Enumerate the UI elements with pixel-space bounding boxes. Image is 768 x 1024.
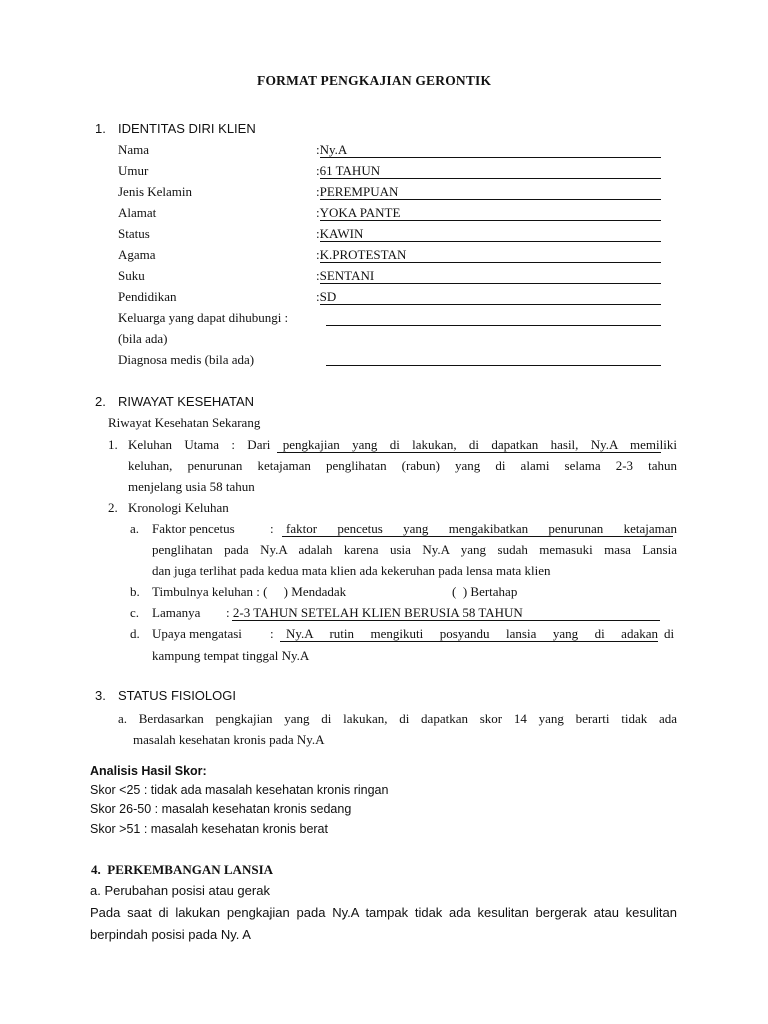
field-value-alamat: :YOKA PANTE (316, 205, 401, 220)
faktor-pencetus-colon: : (270, 521, 274, 536)
analisis-line: Skor >51 : masalah kesehatan kronis berat (90, 822, 328, 836)
field-label-suku: Suku (118, 268, 145, 283)
upaya-colon: : (270, 626, 274, 641)
field-value-agama: :K.PROTESTAN (316, 247, 407, 262)
status-fisiologi-line1: a. Berdasarkan pengkajian yang di lakukan, di dapatkan skor 14 yang berarti tidak ada (118, 711, 677, 726)
analisis-heading: Analisis Hasil Skor: (90, 764, 207, 778)
analisis-line: Skor 26-50 : masalah kesehatan kronis sedang (90, 802, 352, 816)
item1-number: 1. (108, 437, 118, 452)
section4-heading: 4. PERKEMBANGAN LANSIA (91, 862, 274, 877)
field-label-umur: Umur (118, 163, 149, 178)
field-value-jenis-kelamin: :PEREMPUAN (316, 184, 399, 199)
field-label-pendidikan: Pendidikan (118, 289, 177, 304)
field-label-agama: Agama (118, 247, 156, 262)
field-underline (320, 283, 661, 284)
field-underline (320, 199, 661, 200)
section4-line2: berpindah posisi pada Ny. A (90, 927, 251, 942)
section2-subheading: Riwayat Kesehatan Sekarang (108, 415, 261, 430)
item-b-letter: b. (130, 584, 140, 599)
item-a-letter: a. (130, 521, 140, 536)
section2-number: 2. (95, 394, 106, 409)
keluhan-utama-line2: keluhan, penurunan ketajaman penglihatan (rabun) yang di alami selama 2-3 tahun (128, 458, 677, 473)
status-fisiologi-line2: masalah kesehatan kronis pada Ny.A (133, 732, 325, 747)
field-value-umur: :61 TAHUN (316, 163, 381, 178)
section4-line1: Pada saat di lakukan pengkajian pada Ny.A tampak tidak ada kesulitan bergerak atau kesulitan (90, 905, 677, 920)
section1-number: 1. (95, 121, 106, 136)
upaya-label: Upaya mengatasi (152, 626, 242, 641)
faktor-pencetus-label: Faktor pencetus (152, 521, 235, 536)
field-value-suku: :SENTANI (316, 268, 375, 283)
section3-heading: STATUS FISIOLOGI (118, 688, 236, 703)
option-bertahap: ( ) Bertahap (452, 584, 518, 599)
analisis-line: Skor <25 : tidak ada masalah kesehatan kronis ringan (90, 783, 389, 797)
faktor-pencetus-line3: dan juga terlihat pada kedua mata klien ada kekeruhan pada lensa mata klien (152, 563, 551, 578)
field-value-pendidikan: :SD (316, 289, 337, 304)
lamanya-value: : 2-3 TAHUN SETELAH KLIEN BERUSIA 58 TAHUN (226, 605, 523, 620)
item-c-letter: c. (130, 605, 140, 620)
field-underline (320, 241, 661, 242)
item-d-letter: d. (130, 626, 140, 641)
field-underline (326, 365, 661, 366)
field-label-bila-ada: (bila ada) (118, 331, 168, 346)
field-label-jenis-kelamin: Jenis Kelamin (118, 184, 193, 199)
kronologi-heading: Kronologi Keluhan (128, 500, 229, 515)
field-value-status: :KAWIN (316, 226, 364, 241)
field-value-nama: :Ny.A (316, 142, 348, 157)
keluhan-utama-line3: menjelang usia 58 tahun (128, 479, 255, 494)
field-underline (320, 262, 661, 263)
section1-heading: IDENTITAS DIRI KLIEN (118, 121, 256, 136)
field-underline (320, 304, 661, 305)
timbulnya-keluhan: Timbulnya keluhan : ( ) Mendadak (152, 584, 347, 599)
faktor-pencetus-line2: penglihatan pada Ny.A adalah karena usia Ny.A yang sudah memasuki masa Lansia (152, 542, 677, 557)
section4-subheading: a. Perubahan posisi atau gerak (90, 883, 270, 898)
keluhan-utama-line1: Keluhan Utama : Dari pengkajian yang di lakukan, di dapatkan hasil, Ny.A memiliki (128, 437, 677, 452)
field-label-status: Status (118, 226, 150, 241)
field-label-nama: Nama (118, 142, 150, 157)
page-title: FORMAT PENGKAJIAN GERONTIK (257, 73, 492, 88)
text-underline (282, 536, 673, 537)
section2-heading: RIWAYAT KESEHATAN (118, 394, 255, 409)
upaya-line1: Ny.A rutin mengikuti posyandu lansia yang di adakan (286, 626, 658, 641)
field-label-alamat: Alamat (118, 205, 157, 220)
text-underline (232, 620, 660, 621)
text-underline (280, 641, 658, 642)
upaya-di: di (664, 626, 675, 641)
upaya-line2: kampung tempat tinggal Ny.A (152, 648, 310, 663)
lamanya-label: Lamanya (152, 605, 201, 620)
text-underline (277, 452, 661, 453)
section3-number: 3. (95, 688, 106, 703)
field-underline (320, 178, 661, 179)
faktor-pencetus-line1: faktor pencetus yang mengakibatkan penurunan ketajaman (286, 521, 677, 536)
field-underline (320, 220, 661, 221)
item2-number: 2. (108, 500, 118, 515)
field-label-diagnosa: Diagnosa medis (bila ada) (118, 352, 255, 367)
field-label-keluarga: Keluarga yang dapat dihubungi : (118, 310, 289, 325)
field-underline (320, 157, 661, 158)
field-underline (326, 325, 661, 326)
